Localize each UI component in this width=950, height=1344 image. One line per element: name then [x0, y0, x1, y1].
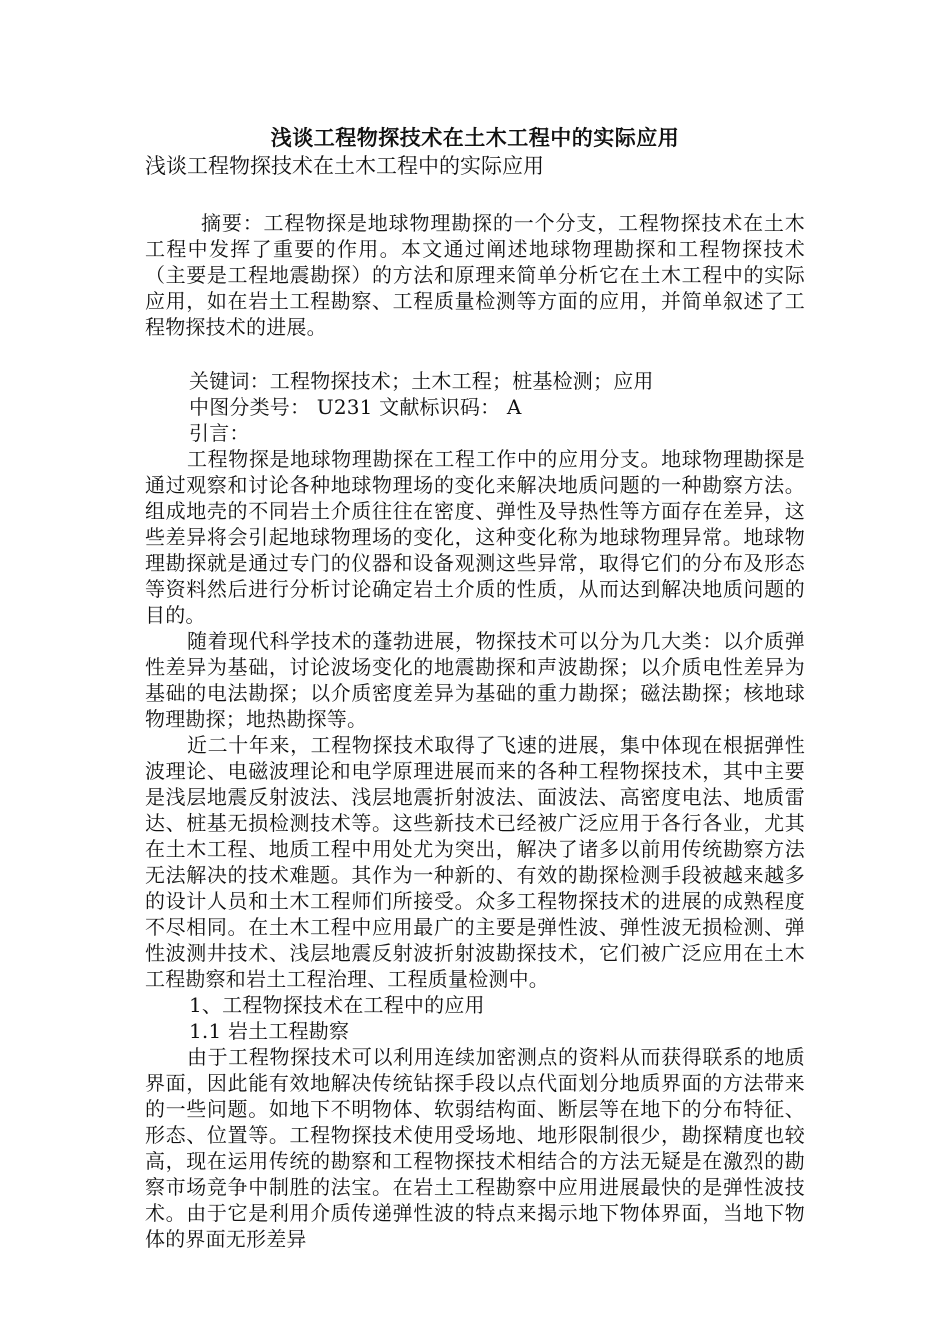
body-paragraph-1: 工程物探是地球物理勘探在工程工作中的应用分支。地球物理勘探是通过观察和讨论各种地球物理场的变化来解决地质问题的一种勘察方法。组成地壳的不同岩土介质往往在密度、弹性及导热性等方面存在差异，这些差异将会引起地球物理场的变化，这种变化称为地球物理异常。地球物理勘探就是通过专门的仪器和设备观测这些异常，取得它们的分布及形态等资料然后进行分析讨论确定岩土介质的性质，从而达到解决地质问题的目的。: [145, 447, 805, 627]
section-1-1-paragraph: 由于工程物探技术可以利用连续加密测点的资料从而获得联系的地质界面，因此能有效地解决传统钻探手段以点代面划分地质界面的方法带来的一些问题。如地下不明物体、软弱结构面、断层等在地下的分布特征、形态、位置等。工程物探技术使用受场地、地形限制很少，勘探精度也较高，现在运用传统的勘察和工程物探技术相结合的方法无疑是在激烈的勘察市场竞争中制胜的法宝。在岩土工程勘察中应用进展最快的是弹性波技术。由于它是利用介质传递弹性波的特点来揭示地下物体界面，当地下物体的界面无形差异: [145, 1045, 805, 1251]
abstract-paragraph: 摘要：工程物探是地球物理勘探的一个分支，工程物探技术在土木工程中发挥了重要的作用。本文通过阐述地球物理勘探和工程物探技术（主要是工程地震勘探）的方法和原理来简单分析它在土木工程中的实际应用，如在岩土工程勘察、工程质量检测等方面的应用，并简单叙述了工程物探技术的进展。: [145, 211, 805, 339]
intro-heading: 引言：: [189, 421, 250, 445]
classification-line: 中图分类号： U231 文献标识码： A: [189, 395, 522, 419]
document-subtitle: 浅谈工程物探技术在土木工程中的实际应用: [145, 154, 544, 178]
keywords-line: 关键词：工程物探技术；土木工程；桩基检测；应用: [189, 369, 654, 393]
document-body: [145, 124, 805, 1252]
document-title: 浅谈工程物探技术在土木工程中的实际应用: [270, 126, 680, 150]
blank-line: [145, 180, 805, 210]
body-paragraph-3: 近二十年来，工程物探技术取得了飞速的进展，集中体现在根据弹性波理论、电磁波理论和电学原理进展而来的各种工程物探技术，其中主要是浅层地震反射波法、浅层地震折射波法、面波法、高密度电法、地质雷达、桩基无损检测技术等。这些新技术已经被广泛应用于各行各业，尤其在土木工程、地质工程中用处尤为突出，解决了诸多以前用传统勘察方法无法解决的技术难题。其作为一种新的、有效的勘探检测手段被越来越多的设计人员和土木工程师们所接受。众多工程物探技术的进展的成熟程度不尽相同。在土木工程中应用最广的主要是弹性波、弹性波无损检测、弹性波测井技术、浅层地震反射波折射波勘探技术，它们被广泛应用在土木工程勘察和岩土工程治理、工程质量检测中。: [145, 733, 805, 991]
section-1-1-heading: 1.1 岩土工程勘察: [189, 1019, 350, 1043]
section-1-heading: 1、工程物探技术在工程中的应用: [189, 993, 485, 1017]
body-paragraph-2: 随着现代科学技术的蓬勃进展，物探技术可以分为几大类：以介质弹性差异为基础，讨论波场变化的地震勘探和声波勘探；以介质电性差异为基础的电法勘探；以介质密度差异为基础的重力勘探；磁法勘探；核地球物理勘探；地热勘探等。: [145, 629, 805, 731]
blank-line: [145, 340, 805, 368]
